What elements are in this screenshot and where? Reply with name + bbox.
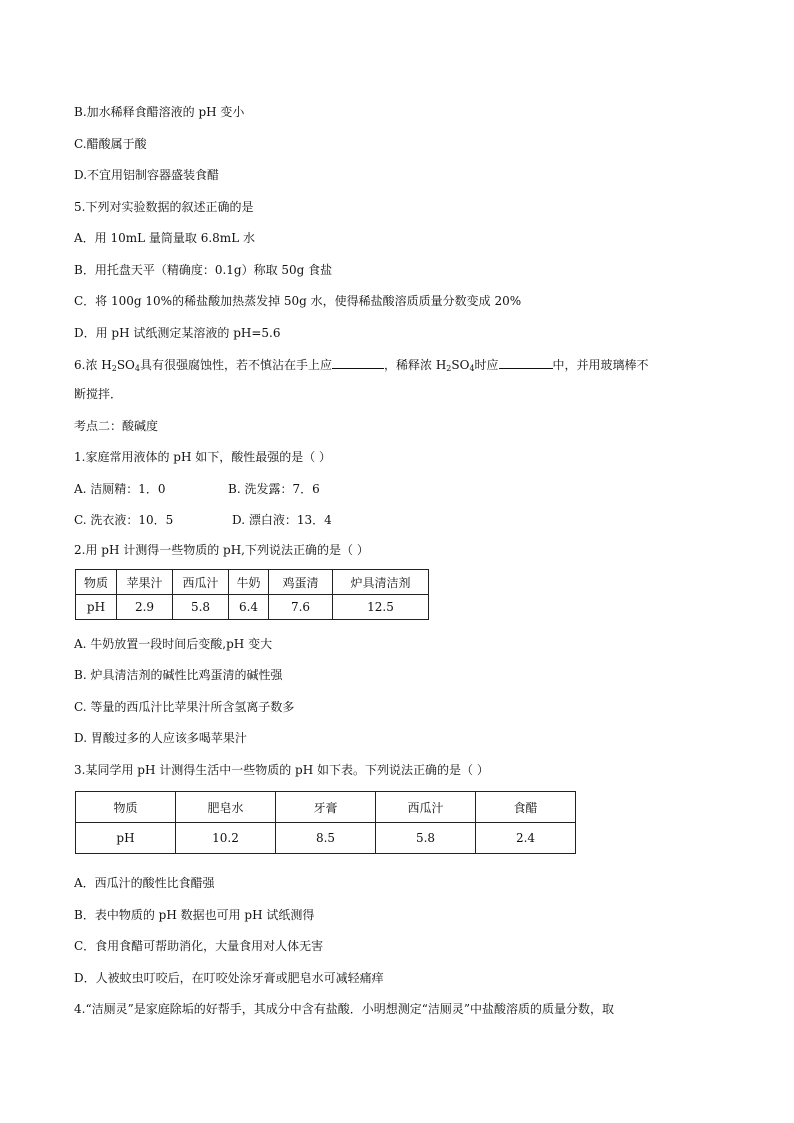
option-b-dilute-vinegar: B.加水稀释食醋溶液的 pH 变小 (74, 105, 245, 119)
table-cell: 物质 (76, 570, 117, 595)
table-cell: 2.9 (117, 595, 173, 620)
table-cell: 2.4 (476, 823, 576, 854)
question-3: 3.某同学用 pH 计测得生活中一些物质的 pH 如下表。下列说法正确的是（ ） (74, 763, 489, 777)
question-1: 1.家庭常用液体的 pH 如下，酸性最强的是（ ） (74, 450, 332, 464)
question-6: 6.浓 $H_2SO_4$具有很强腐蚀性，若不慎沾在手上应 ，稀释浓 $H_2SO_4$时应 中，并用玻璃棒不 (74, 358, 649, 373)
table-row (76, 570, 429, 595)
question-6-continued: 断搅拌． (74, 387, 123, 401)
table-row (76, 823, 576, 854)
q2-option-c: C. 等量的西瓜汁比苹果汁所含氢离子数多 (74, 700, 295, 714)
q1-options-ab (74, 481, 320, 497)
ph-table-1 (75, 569, 429, 620)
q5-option-d: D．用 pH 试纸测定某溶液的 pH=5.6 (74, 326, 281, 340)
table-cell: 肥皂水 (176, 792, 276, 823)
table-cell: 食醋 (476, 792, 576, 823)
answer-blank-2[interactable] (499, 356, 553, 369)
table-row (76, 792, 576, 823)
q1-option-c: C. 洗衣液：10．5 (74, 513, 174, 527)
table-cell: 10.2 (176, 823, 276, 854)
q2-option-b: B. 炉具清洁剂的碱性比鸡蛋清的碱性强 (74, 668, 283, 682)
table-cell: 12.5 (333, 595, 429, 620)
table-cell: 8.5 (276, 823, 376, 854)
q5-option-c: C．将 100g 10%的稀盐酸加热蒸发掉 50g 水，使得稀盐酸溶质质量分数变成 20% (74, 294, 522, 308)
table-cell: pH (76, 595, 117, 620)
question-2: 2.用 pH 计测得一些物质的 pH,下列说法正确的是（ ） (74, 543, 369, 557)
question-5: 5.下列对实验数据的叙述正确的是 (74, 200, 254, 214)
q1-option-b: B. 洗发露：7．6 (228, 482, 320, 496)
q5-option-a: A．用 10mL 量筒量取 6.8mL 水 (74, 231, 255, 245)
q3-option-c: C．食用食醋可帮助消化，大量食用对人体无害 (74, 939, 324, 953)
option-d-aluminum-container: D.不宜用铝制容器盛装食醋 (74, 168, 220, 182)
table-cell: 5.8 (173, 595, 229, 620)
ph-table-2 (75, 791, 576, 854)
q1-option-d: D. 漂白液：13．4 (232, 513, 332, 527)
option-c-acetic-acid: C.醋酸属于酸 (74, 137, 147, 151)
q5-option-b: B．用托盘天平（精确度：0.1g）称取 50g 食盐 (74, 263, 333, 277)
table-cell: 苹果汁 (117, 570, 173, 595)
section-heading-ph: 考点二：酸碱度 (74, 419, 159, 433)
q1-options-cd (74, 512, 332, 528)
table-cell: pH (76, 823, 176, 854)
q3-option-b: B．表中物质的 pH 数据也可用 pH 试纸测得 (74, 908, 315, 922)
table-cell: 牛奶 (229, 570, 269, 595)
table-cell: 炉具清洁剂 (333, 570, 429, 595)
question-4: 4.“洁厕灵”是家庭除垢的好帮手，其成分中含有盐酸．小明想测定“洁厕灵”中盐酸溶质的质量分数，取 (74, 1002, 614, 1016)
table-cell: 西瓜汁 (376, 792, 476, 823)
table-cell: 7.6 (269, 595, 333, 620)
table-row (76, 595, 429, 620)
table-cell: 5.8 (376, 823, 476, 854)
q3-option-d: D．人被蚊虫叮咬后，在叮咬处涂牙膏或肥皂水可减轻痛痒 (74, 971, 384, 985)
table-cell: 鸡蛋清 (269, 570, 333, 595)
q2-option-d: D. 胃酸过多的人应该多喝苹果汁 (74, 731, 247, 745)
table-cell: 物质 (76, 792, 176, 823)
q3-option-a: A．西瓜汁的酸性比食醋强 (74, 876, 215, 890)
table-cell: 西瓜汁 (173, 570, 229, 595)
answer-blank-1[interactable] (332, 356, 384, 369)
q2-option-a: A. 牛奶放置一段时间后变酸,pH 变大 (74, 637, 273, 651)
q1-option-a: A. 洁厕精：1．0 (74, 482, 166, 496)
table-cell: 牙膏 (276, 792, 376, 823)
table-cell: 6.4 (229, 595, 269, 620)
